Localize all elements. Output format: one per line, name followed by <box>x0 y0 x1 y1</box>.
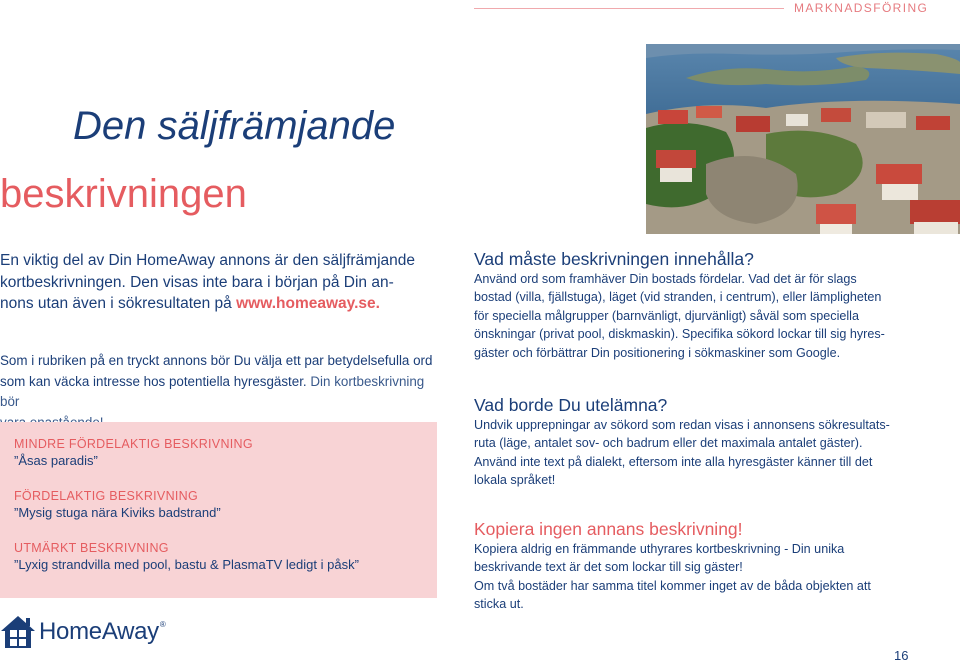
example-label-poor: MINDRE FÖRDELAKTIG BESKRIVNING <box>14 437 253 451</box>
section-body <box>474 540 894 614</box>
example-text-excellent: ”Lyxig strandvilla med pool, bastu & PlasmaTV ledigt i påsk” <box>14 557 359 572</box>
intro-paragraph <box>0 250 440 315</box>
registered-mark: ® <box>159 620 166 629</box>
intro-text: nons utan även i sökresultaten på <box>0 295 237 312</box>
logo-wordmark: HomeAway <box>39 618 159 645</box>
body-line: Om två bostäder har samma titel kommer inget av de båda objekten att <box>474 578 871 593</box>
example-label-good: FÖRDELAKTIG BESKRIVNING <box>14 489 199 503</box>
para-text: som kan väcka intresse hos potentiella hyresgäster. <box>0 373 311 389</box>
page-title-line1: Den säljfrämjande <box>73 104 396 148</box>
body-line: Använd ord som framhäver Din bostads fördelar. Vad det är för slags <box>474 272 857 286</box>
para-text-soft: Din kortbeskrivning bör <box>0 373 425 409</box>
section-body <box>474 270 894 362</box>
headline-advice-paragraph <box>0 351 440 433</box>
section-body <box>474 416 894 490</box>
body-line: ruta (läge, antalet sov- och badrum eller det maximala antalet gäster). <box>474 436 863 451</box>
body-line: för speciella målgrupper (barnvänligt, djurvänligt) såväl som speciella <box>474 308 859 323</box>
example-label-excellent: UTMÄRKT BESKRIVNING <box>14 541 169 555</box>
body-line: beskrivande text är det som lockar till sig gäster! <box>474 560 743 575</box>
body-line: Undvik upprepningar av sökord som redan visas i annonsens sökresultats- <box>474 418 890 432</box>
body-line: Använd inte text på dialekt, eftersom inte alla hyresgäster känner till det <box>474 454 873 469</box>
section-what-to-omit <box>474 394 894 490</box>
intro-line: En viktig del av Din HomeAway annons är den säljfrämjande <box>0 252 415 269</box>
house-icon <box>0 614 36 650</box>
section-heading: Vad måste beskrivningen innehålla? <box>474 249 754 269</box>
example-text-poor: ”Åsas paradis” <box>14 453 98 468</box>
para-line: Som i rubriken på en tryckt annons bör Du välja ett par betydelsefulla ord <box>0 353 433 368</box>
section-heading: Kopiera ingen annans beskrivning! <box>474 519 743 539</box>
body-line: sticka ut. <box>474 597 524 612</box>
section-label: MARKNADSFÖRING <box>794 1 929 15</box>
header-rule <box>474 8 784 9</box>
para-line <box>0 372 440 413</box>
body-line: lokala språket! <box>474 473 556 488</box>
section-what-to-include <box>474 248 894 362</box>
intro-line: kortbeskrivningen. Den visas inte bara i början på Din an- <box>0 273 394 291</box>
homeaway-logo <box>0 612 166 652</box>
example-text-good: ”Mysig stuga nära Kiviks badstrand” <box>14 505 221 520</box>
intro-line <box>0 293 440 315</box>
section-heading: Vad borde Du utelämna? <box>474 395 668 415</box>
page-number: 16 <box>894 648 909 663</box>
coastal-village-photo <box>646 44 960 234</box>
body-line: önskningar (privat pool, diskmaskin). Specifika sökord lockar till sig hyres- <box>474 327 885 342</box>
section-do-not-copy <box>474 518 894 614</box>
coastal-village-image <box>646 44 960 234</box>
body-line: bostad (villa, fjällstuga), läget (vid stranden, i centrum), eller lämpligheten <box>474 290 882 305</box>
page-title-line2: beskrivningen <box>0 172 247 216</box>
examples-box <box>0 422 437 598</box>
body-line: gäster och förbättrar Din positionering i sökmaskiner som Google. <box>474 345 841 360</box>
body-line: Kopiera aldrig en främmande uthyrares kortbeskrivning - Din unika <box>474 542 845 556</box>
homeaway-link[interactable]: www.homeaway.se. <box>236 295 380 312</box>
